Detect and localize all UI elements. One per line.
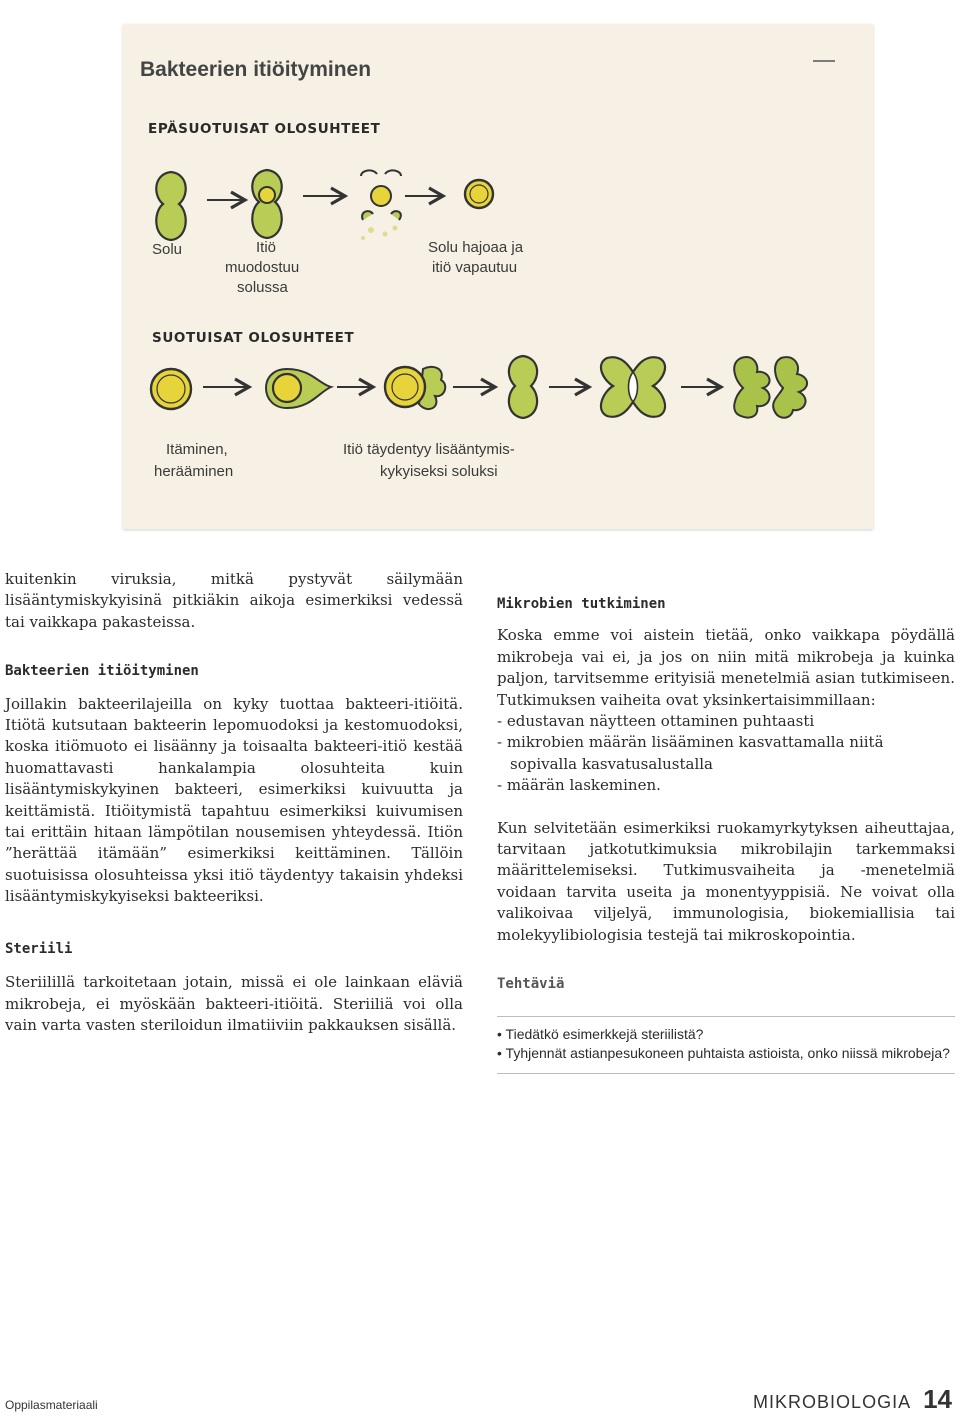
caption-hajoaa-2: itiö vapautuu (432, 259, 518, 276)
caption-itio-3: solussa (237, 279, 288, 296)
tasks-heading: Tehtäviä (497, 976, 565, 993)
right-column (497, 594, 955, 1074)
list-item: - määrän laskeminen. (497, 776, 661, 795)
caption-itaminen-2: herääminen (154, 463, 234, 480)
divider (497, 1073, 955, 1074)
intro-paragraph: kuitenkin viruksia, mitkä pystyvät säilymään lisääntymiskykyisinä pitkiäkin aikoja esimerkiksi vedessä tai vaikkapa pakasteissa. (5, 570, 463, 631)
subject-name: MIKROBIOLOGIA (753, 1392, 912, 1412)
two-cells-icon (734, 357, 807, 418)
outgrowing-spore-icon (385, 367, 445, 409)
caption-taydentyy-1: Itiö täydentyy lisääntymis- (343, 441, 515, 458)
list-item: • Tiedätkö esimerkkejä steriilistä? (497, 1025, 955, 1044)
section-heading-tutkiminen: Mikrobien tutkiminen (497, 596, 666, 612)
tasks-list (497, 1025, 955, 1063)
cell-breaking-icon (361, 170, 401, 240)
caption-itio-1: Itiö (256, 239, 277, 256)
caption-hajoaa-1: Solu hajoaa ja (428, 239, 524, 256)
itioityminen-paragraph: Joillakin bakteerilajeilla on kyky tuottaa bakteeri-itiöitä. Itiötä kutsutaan bakteerin lepomuodoksi ja kestomuodoksi, koska itiömuoto ei lisäänny ja toisaalta bakteeri-itiö kestää huomattavasti hankalampia olosuhteita kuin lisääntymiskykyinen bakteeri, esimerkiksi kuivuutta ja keittämistä. Itiöitymistä tapahtuu esimerkiksi kuivumisen tai erittäin hitaan lämpötilan nousemisen yhteydessä. Itiön ”herättää itämään” esimerkiksi keittäminen. Tällöin suotuisissa olosuhteissa yksi itiö täydentyy takaisin yhdeksi lisääntymiskykyiseksi bakteeriksi. (5, 694, 463, 906)
favorable-heading: SUOTUISAT OLOSUHTEET (152, 330, 355, 346)
caption-taydentyy-2: kykyiseksi soluksi (380, 463, 498, 480)
elongated-cell-icon (509, 356, 537, 418)
free-spore-icon (465, 180, 493, 208)
page-number: 14 (923, 1384, 952, 1414)
unfavorable-heading: EPÄSUOTUISAT OLOSUHTEET (148, 121, 381, 137)
caption-itio-2: muodostuu (225, 259, 300, 276)
footer-label: Oppilasmateriaali (5, 1398, 98, 1412)
cell-icon (156, 172, 185, 240)
list-item: • Tyhjennät astianpesukoneen puhtaista astioista, onko niissä mikrobeja? (497, 1044, 955, 1063)
left-column (5, 569, 463, 1036)
section-heading-itioityminen: Bakteerien itiöityminen (5, 663, 199, 680)
dividing-cell-icon (601, 357, 665, 417)
list-item: - edustavan näytteen ottaminen puhtaasti (497, 712, 815, 731)
sporulation-illustration (123, 24, 873, 529)
divider (497, 1016, 955, 1017)
caption-itaminen-1: Itäminen, (166, 441, 228, 458)
research-steps-list (497, 711, 955, 797)
tutkiminen-paragraph: Koska emme voi aistein tietää, onko vaikkapa pöydällä mikrobeja vai ei, ja jos on niin mitä mikrobeja ja kuinka paljon, tarvitsemme erityisiä menetelmiä asian tutkimiseen. Tutkimuksen vaiheita ovat yksinkertaisimmillaan: (497, 626, 955, 709)
germinating-spore-icon (266, 369, 331, 408)
footer-subject (753, 1384, 952, 1415)
illustration-card (123, 24, 873, 529)
spore-forming-cell-icon (252, 170, 281, 238)
section-heading-steriili: Steriili (5, 940, 73, 957)
illustration-title: Bakteerien itiöityminen (140, 58, 372, 81)
caption-solu: Solu (152, 241, 183, 258)
tutkiminen-paragraph-2: Kun selvitetään esimerkiksi ruokamyrkytyksen aiheuttajaa, tarvitaan jatkotutkimuksia mikrobilajin tarkemmaksi määrittelemiseksi. Tutkimusvaiheita ja -menetelmiä voidaan tarvita useita ja monentyyppisiä. Ne voivat olla valikoivaa viljelyä, immunologisia, biokemiallisia tai molekyylibiologisia testejä tai mikroskopointia. (497, 818, 955, 944)
steriili-paragraph: Steriilillä tarkoitetaan jotain, missä ei ole lainkaan eläviä mikrobeja, ei myöskään bakteeri-itiöitä. Steriiliä voi olla vain varta vasten steriloidun ilmatiiviin pakkauksen sisällä. (5, 973, 463, 1034)
spore-icon (151, 369, 191, 409)
list-item: - mikrobien määrän lisääminen kasvattamalla niitä sopivalla kasvatusalustalla (497, 733, 884, 773)
